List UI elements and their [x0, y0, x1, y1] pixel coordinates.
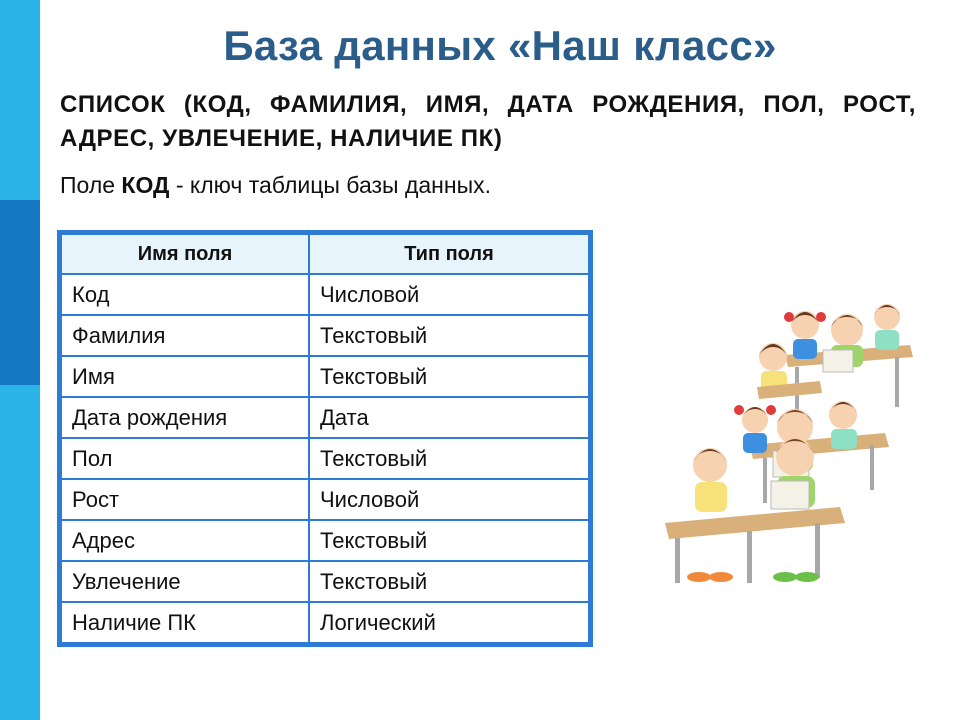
child-front-1	[687, 448, 733, 582]
child-back-2	[823, 314, 863, 372]
table-row	[61, 561, 589, 602]
key-note	[60, 172, 491, 199]
field-type-cell: Числовой	[309, 479, 589, 520]
side-accent-block	[0, 200, 40, 385]
table-row	[61, 397, 589, 438]
table-row	[61, 315, 589, 356]
field-type-cell: Дата	[309, 397, 589, 438]
key-note-prefix: Поле	[60, 172, 122, 198]
desk-front	[665, 507, 845, 583]
child-back-3	[874, 304, 900, 350]
field-name-cell: Адрес	[61, 520, 309, 561]
table-row	[61, 438, 589, 479]
field-type-cell: Текстовый	[309, 356, 589, 397]
field-name-cell: Фамилия	[61, 315, 309, 356]
slide-title: База данных «Наш класс»	[223, 22, 777, 69]
slide-subtitle: СПИСОК (КОД, ФАМИЛИЯ, ИМЯ, ДАТА РОЖДЕНИЯ, ПОЛ, РОСТ, АДРЕС, УВЛЕЧЕНИЕ, НАЛИЧИЕ ПК)	[60, 91, 916, 152]
table-header-row	[61, 234, 589, 274]
table-row	[61, 356, 589, 397]
fields-table	[57, 230, 593, 647]
field-type-cell: Текстовый	[309, 561, 589, 602]
field-type-cell: Текстовый	[309, 438, 589, 479]
field-name-cell: Дата рождения	[61, 397, 309, 438]
table-row	[61, 274, 589, 315]
field-name-cell: Имя	[61, 356, 309, 397]
field-type-cell: Числовой	[309, 274, 589, 315]
field-type-cell: Логический	[309, 602, 589, 643]
column-header: Тип поля	[309, 234, 589, 274]
field-name-cell: Код	[61, 274, 309, 315]
field-type-cell: Текстовый	[309, 520, 589, 561]
child-middle-3	[829, 401, 857, 449]
table-row	[61, 602, 589, 643]
field-name-cell: Рост	[61, 479, 309, 520]
field-type-cell: Текстовый	[309, 315, 589, 356]
child-back-1	[784, 311, 826, 359]
key-note-suffix: - ключ таблицы базы данных.	[169, 172, 491, 198]
field-name-cell: Пол	[61, 438, 309, 479]
field-name-cell: Наличие ПК	[61, 602, 309, 643]
table-row	[61, 479, 589, 520]
field-name-cell: Увлечение	[61, 561, 309, 602]
column-header: Имя поля	[61, 234, 309, 274]
key-note-key: КОД	[121, 172, 170, 198]
table-row	[61, 520, 589, 561]
classroom-children-at-desks-icon	[655, 295, 920, 595]
